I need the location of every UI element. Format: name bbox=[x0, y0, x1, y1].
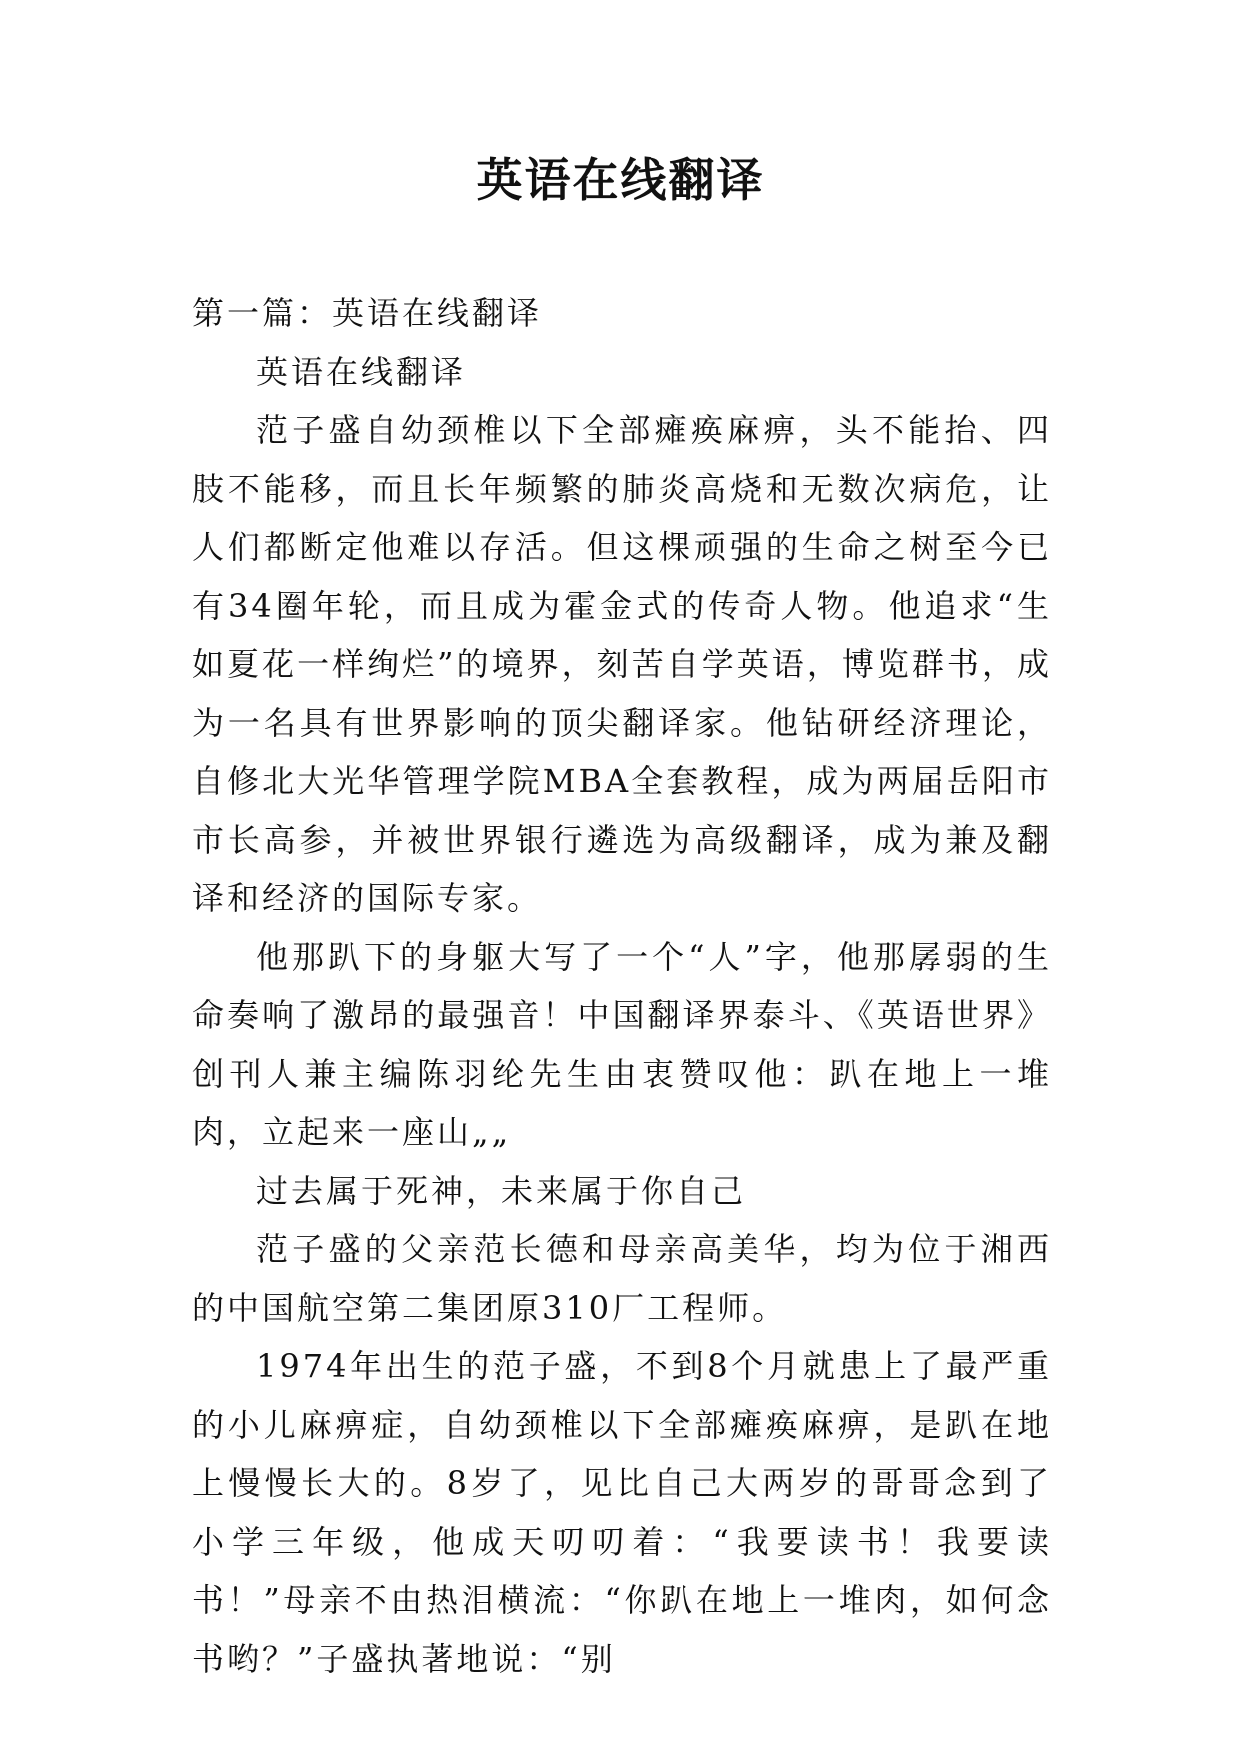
paragraph: 范子盛自幼颈椎以下全部瘫痪麻痹，头不能抬、四肢不能移，而且长年频繁的肺炎高烧和无数次病危，让人们都断定他难以存活。但这棵顽强的生命之树至今已有34圈年轮，而且成为霍金式的传奇人物。他追求“生如夏花一样绚烂”的境界，刻苦自学英语，博览群书，成为一名具有世界影响的顶尖翻译家。他钻研经济理论，自修北大光华管理学院MBA全套教程，成为两届岳阳市市长高参，并被世界银行遴选为高级翻译，成为兼及翻译和经济的国际专家。 bbox=[192, 411, 1052, 917]
document-body bbox=[192, 284, 1052, 1688]
paragraph-section-heading: 第一篇：英语在线翻译 bbox=[192, 294, 543, 332]
paragraph: 1974年出生的范子盛，不到8个月就患上了最严重的小儿麻痹症，自幼颈椎以下全部瘫痪麻痹，是趴在地上慢慢长大的。8岁了，见比自己大两岁的哥哥念到了小学三年级，他成天叨叨着：“我要读书！我要读书！”母亲不由热泪横流：“你趴在地上一堆肉，如何念书哟？”子盛执著地说：“别 bbox=[192, 1347, 1052, 1678]
paragraph-subtitle: 英语在线翻译 bbox=[256, 352, 467, 391]
document-title: 英语在线翻译 bbox=[476, 153, 765, 207]
paragraph-heading: 过去属于死神，未来属于你自己 bbox=[256, 1171, 747, 1210]
paragraph: 范子盛的父亲范长德和母亲高美华，均为位于湘西的中国航空第二集团原310厂工程师。 bbox=[192, 1230, 1052, 1327]
paragraph: 他那趴下的身躯大写了一个“人”字，他那孱弱的生命奏响了激昂的最强音！中国翻译界泰斗、《英语世界》创刊人兼主编陈羽纶先生由衷赞叹他：趴在地上一堆肉，立起来一座山„„ bbox=[192, 937, 1052, 1151]
